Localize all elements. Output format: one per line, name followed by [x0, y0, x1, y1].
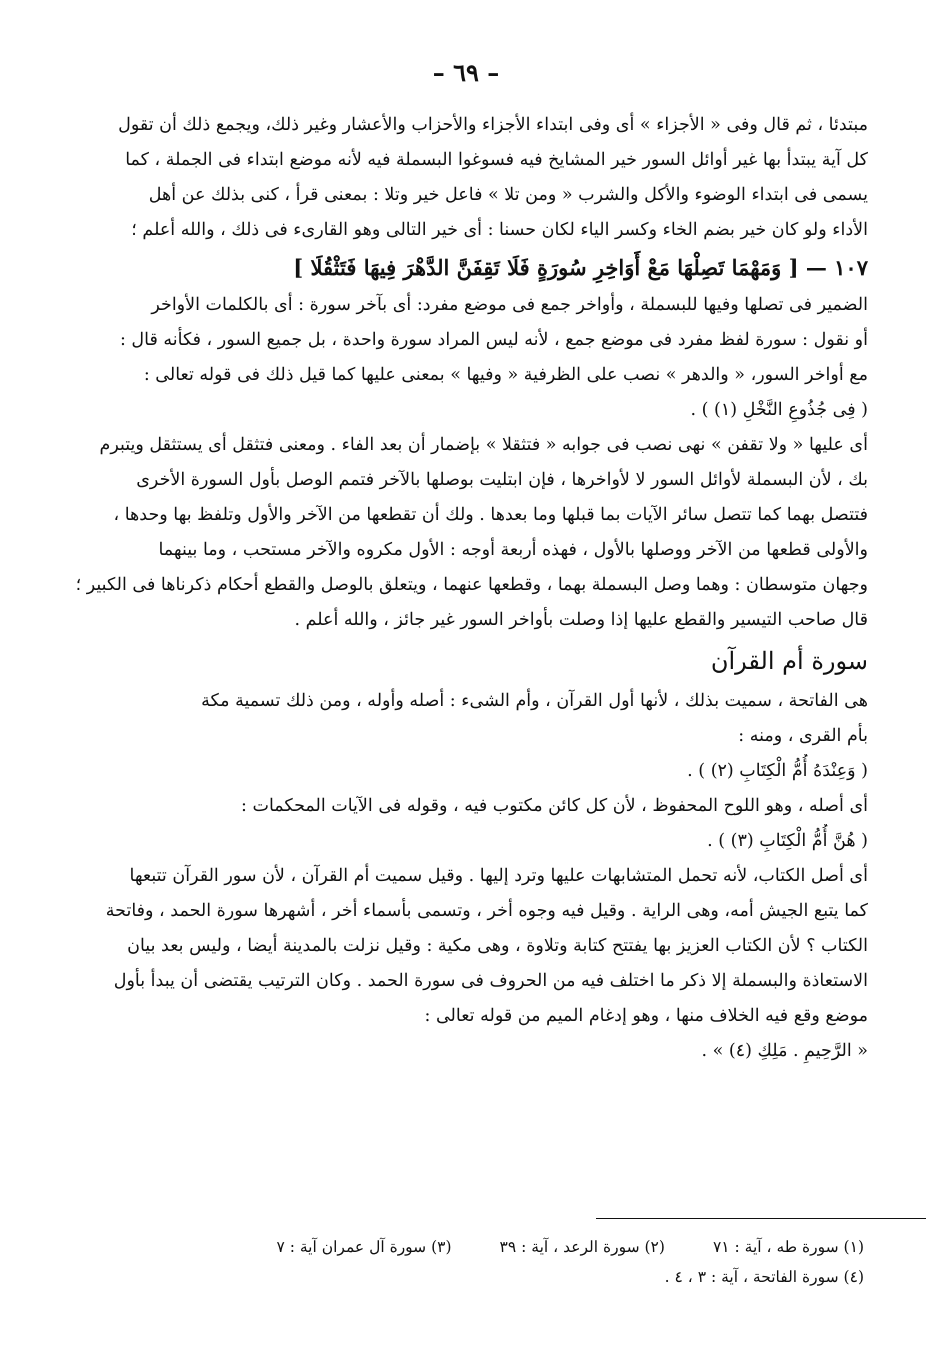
text-line: أو نقول : سورة لفظ مفرد فى موضع جمع ، لأنه ليس المراد سورة واحدة ، بل جميع السور ، فكأنه قال :	[119, 330, 868, 350]
text-line: الأداء ولو كان خير بضم الخاء وكسر الياء لكان حسنا : أى خير التالى وهو القارىء فى ذلك ، والله أعلم ؛	[131, 220, 868, 240]
text-line: أى عليها « ولا تقفن » نهى نصب فى جوابه « فتثقلا » بإضمار أن بعد الفاء . ومعنى فتثقل أى يستثقل ويتبرم	[99, 435, 868, 455]
footnote: (٤) سورة الفاتحة ، آية : ٣ ، ٤ .	[664, 1268, 864, 1286]
footnote-divider	[596, 1218, 926, 1219]
verse-107: ١٠٧ — [ وَمَهْمَا تَصِلْهَا مَعْ أَوَاخِرِ سُورَةٍ فَلَا تَقِفَنَّ الدَّهْرَ فِيهَا فَتَثْقُلَا ]	[293, 255, 868, 280]
footnote-row	[64, 1262, 864, 1292]
text-line: الضمير فى تصلها وفيها للبسملة ، وأواخر جمع فى موضع مفرد: أى بآخر سورة : أى بالكلمات الأواخر	[151, 295, 868, 315]
text-line: هى الفاتحة ، سميت بذلك ، لأنها أول القرآن ، وأم الشىء : أصله وأوله ، ومن ذلك تسمية مكة	[201, 691, 868, 711]
text-line: الكتاب ؟ لأن الكتاب العزيز بها يفتتح كتابة وتلاوة ، وهى مكية : وقيل نزلت بالمدينة أيضا ، وليس بعد بيان	[127, 936, 868, 956]
text-line: بك ، لأن البسملة لأوائل السور لا لأواخرها ، فإن ابتليت بوصلها بالآخر فتمم الوصل بأول السورة الأخرى	[136, 470, 868, 490]
text-line: قال صاحب التيسير والقطع عليها إذا وصلت بأواخر السور غير جائز ، والله أعلم .	[294, 610, 868, 630]
body-text	[64, 108, 868, 1069]
text-line: كل آية يبتدأ بها غير أوائل السور خير المشايخ فيه فسوغوا البسملة فيه لأنه موضع ابتداء فى الجملة ، كما	[125, 150, 868, 170]
text-line: مبتدئا ، ثم قال وفى « الأجزاء » أى وفى ابتداء الأجزاء والأحزاب والأعشار وغير ذلك، ويجمع ذلك أن تقول	[118, 115, 868, 135]
footnote: (٢) سورة الرعد ، آية : ٣٩	[499, 1238, 665, 1256]
text-line: أى أصل الكتاب، لأنه تحمل المتشابهات عليها وترد إليها . وقيل سميت أم القرآن ، لأن سور القرآن تتبعها	[129, 866, 868, 886]
text-line: أى أصله ، وهو اللوح المحفوظ ، لأن كل كائن مكتوب فيه ، وقوله فى الآيات المحكمات :	[241, 796, 868, 816]
quran-quote: ( هُنَّ أُمُّ الْكِتَابِ (٣) ) .	[707, 831, 868, 851]
text-line: مع أواخر السور، « والدهر » نصب على الظرفية « وفيها » بمعنى عليها كما قيل ذلك فى قوله تعالى :	[143, 365, 868, 385]
text-line: وجهان متوسطان : وهما وصل البسملة بهما ، وقطعها عنهما ، ويتعلق بالوصل والقطع أحكام ذكرناها فى الكبير ؛	[75, 575, 868, 595]
text-line: كما يتبع الجيش أمه، وهى الراية . وقيل فيه وجوه أخر ، وتسمى بأسماء أخر ، أشهرها سورة الحمد ، وفاتحة	[105, 901, 868, 921]
footnote: (١) سورة طه ، آية : ٧١	[712, 1238, 864, 1256]
page-number: – ٦٩ –	[432, 58, 500, 87]
text-line: يسمى فى ابتداء الوضوء والأكل والشرب « ومن تلا » فاعل خير وتلا : بمعنى قرأ ، كنى بذلك عن أهل	[148, 185, 868, 205]
text-line: والأولى قطعها من الآخر ووصلها بالأول ، فهذه أربعة أوجه : الأول مكروه والآخر مستحب ، وما بينهما	[158, 540, 868, 560]
text-line: الاستعاذة والبسملة إلا ذكر ما اختلف فيه من الحروف فى سورة الحمد . وكان الترتيب يقتضى أن يبدأ بأول	[113, 971, 868, 991]
quran-quote: « الرَّحِيمِ . مَلِكِ (٤) » .	[701, 1041, 868, 1061]
text-line: بأم القرى ، ومنه :	[738, 726, 868, 746]
text-line: موضع وقع فيه الخلاف منها ، وهو إدغام الميم من قوله تعالى :	[424, 1006, 868, 1026]
footnotes	[64, 1232, 864, 1292]
quran-quote: ( وَعِنْدَهُ أُمُّ الْكِتَابِ (٢) ) .	[687, 761, 868, 781]
footnote: (٣) سورة آل عمران آية : ٧	[276, 1238, 452, 1256]
section-heading: سورة أم القرآن	[710, 647, 868, 675]
footnote-row	[64, 1232, 864, 1262]
text-line: فتتصل بهما كما تتصل سائر الآيات بما قبلها وما بعدها . ولك أن تقطعها من الآخر والأول وتلفظ بها وحدها ،	[113, 505, 868, 525]
quran-quote: ( فِى جُذُوعِ النَّخْلِ (١) ) .	[690, 400, 868, 420]
